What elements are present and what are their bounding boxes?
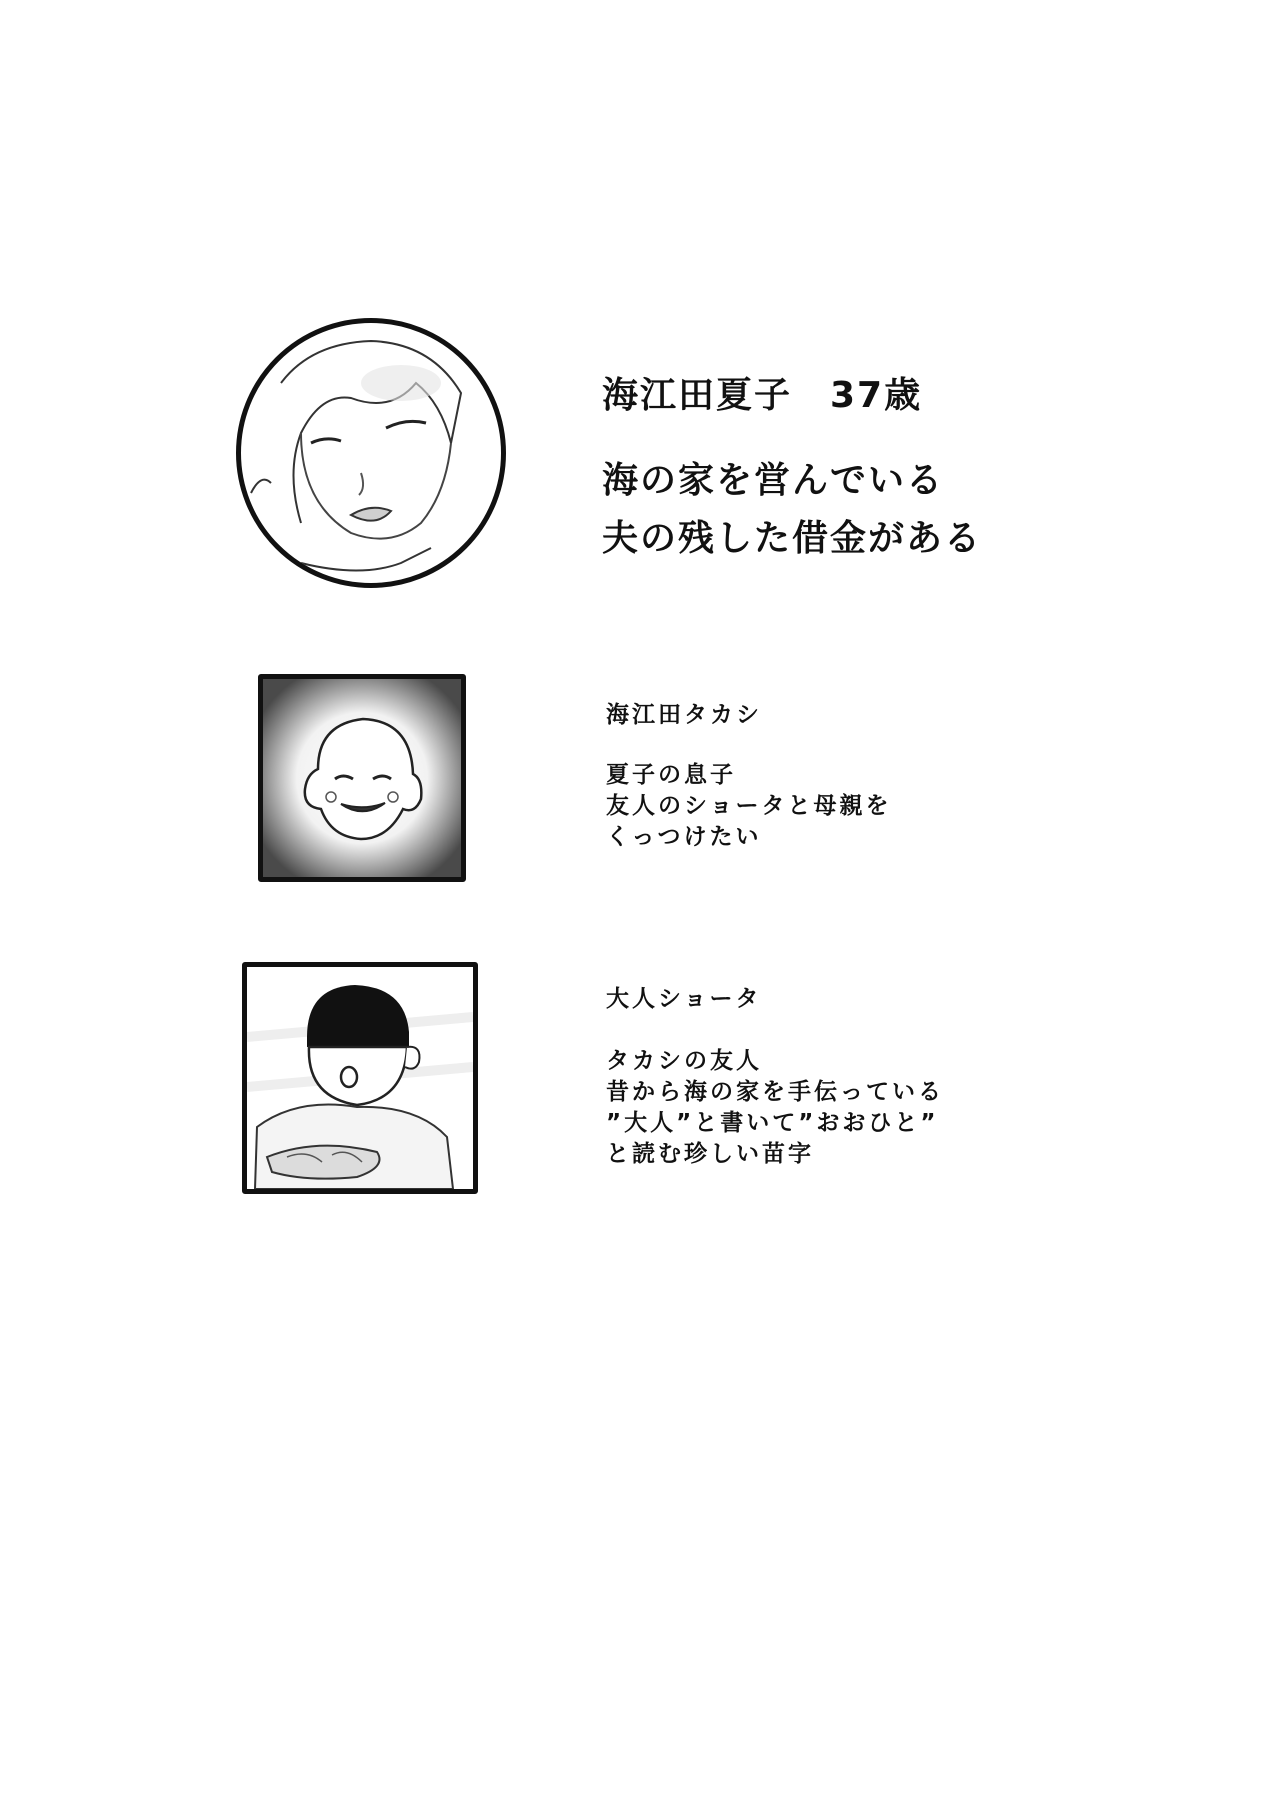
- portrait-takashi: [258, 674, 466, 882]
- character-name: 海江田夏子 37歳: [602, 375, 923, 416]
- description-line: 友人のショータと母親を: [606, 793, 892, 819]
- description-line: ”大人”と書いて”おおひと”: [606, 1110, 939, 1136]
- natsuko-info: [602, 374, 982, 568]
- natsuko-illustration: [241, 323, 501, 583]
- portrait-natsuko: [236, 318, 506, 588]
- description-line: 夫の残した借金がある: [602, 518, 983, 559]
- character-description: [602, 452, 982, 568]
- portrait-shota: [242, 962, 478, 1194]
- shota-info: [606, 984, 944, 1170]
- description-line: 昔から海の家を手伝っている: [606, 1079, 944, 1105]
- description-line: タカシの友人: [606, 1048, 762, 1074]
- character-description: [606, 1046, 944, 1170]
- description-line: 海の家を営んでいる: [602, 460, 945, 501]
- character-name: 海江田タカシ: [606, 702, 762, 728]
- description-line: くっつけたい: [606, 824, 762, 850]
- character-description: [606, 760, 892, 853]
- description-line: と読む珍しい苗字: [606, 1141, 814, 1167]
- description-line: 夏子の息子: [606, 762, 736, 788]
- takashi-illustration: [263, 679, 461, 877]
- character-name: 大人ショータ: [606, 986, 762, 1012]
- takashi-info: [606, 700, 892, 853]
- shota-illustration: [247, 967, 473, 1189]
